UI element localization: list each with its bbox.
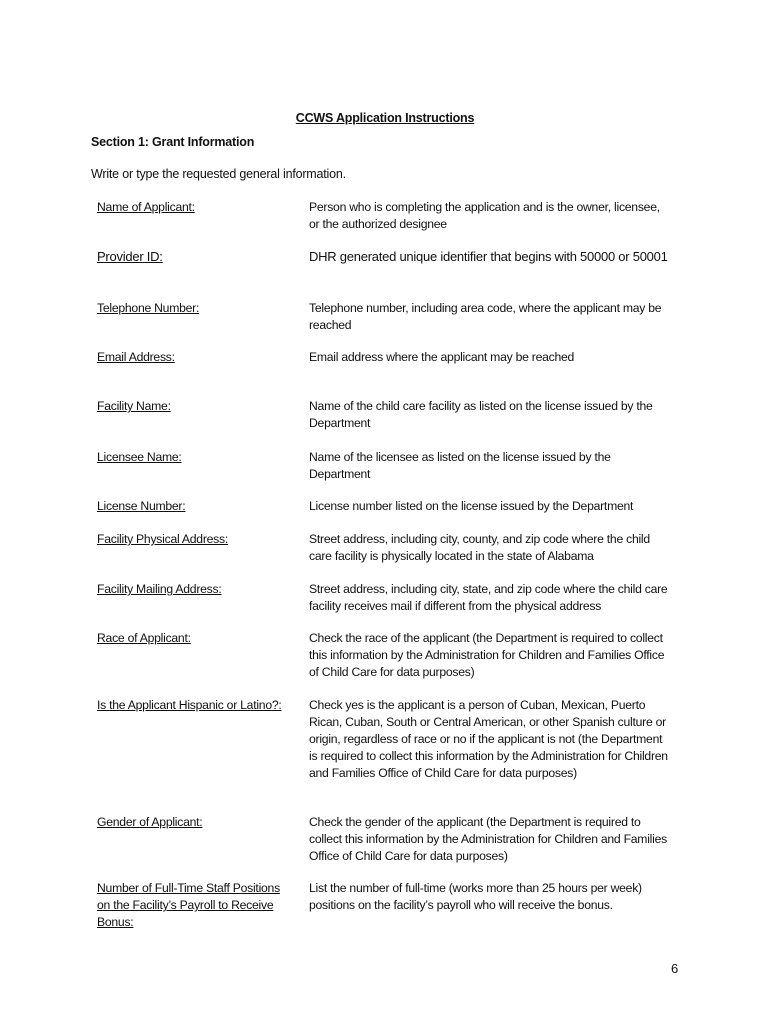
field-description: Name of the child care facility as listed on the license issued by the Department: [309, 399, 653, 430]
field-description: Person who is completing the application and is the owner, licensee, or the authorized designee: [309, 200, 660, 231]
field-term: Gender of Applicant:: [97, 815, 203, 829]
field-description: Check the gender of the applicant (the Department is required to collect this information by the Administration for Children and Families Office of Child Care for data purposes): [309, 815, 667, 863]
field-description: Street address, including city, state, and zip code where the child care facility receives mail if different from the physical address: [309, 582, 668, 613]
field-description: DHR generated unique identifier that begins with 50000 or 50001: [309, 249, 668, 264]
intro-text: Write or type the requested general information.: [91, 167, 346, 181]
field-term: Telephone Number:: [97, 301, 200, 315]
field-term: Email Address:: [97, 350, 175, 364]
field-description: Email address where the applicant may be reached: [309, 350, 575, 364]
field-term: Provider ID:: [97, 249, 163, 264]
page-number: 6: [671, 961, 679, 976]
field-term: Licensee Name:: [97, 450, 182, 464]
field-term: Facility Mailing Address:: [97, 582, 222, 596]
document-title: CCWS Application Instructions: [295, 111, 475, 125]
field-description: Check yes is the applicant is a person of Cuban, Mexican, Puerto Rican, Cuban, South or Central American, or other Spanish culture or origin, regardless of race or no if the applicant is not (the Department is required to collect this information by the Administration for Children and Families Office of Child Care for data purposes): [309, 698, 668, 780]
field-description: Check the race of the applicant (the Department is required to collect this information by the Administration for Children and Families Office of Child Care for data purposes): [309, 631, 665, 679]
field-description: Street address, including city, county, and zip code where the child care facility is physically located in the state of Alabama: [309, 532, 650, 563]
field-description: License number listed on the license issued by the Department: [309, 499, 634, 513]
field-description: Telephone number, including area code, where the applicant may be reached: [309, 301, 662, 332]
field-term: Facility Name:: [97, 399, 171, 413]
field-term: License Number:: [97, 499, 186, 513]
field-term: Race of Applicant:: [97, 631, 191, 645]
field-description: List the number of full-time (works more than 25 hours per week) positions on the facility’s payroll who will receive the bonus.: [309, 881, 642, 912]
section-heading: Section 1: Grant Information: [91, 135, 255, 149]
field-term: Facility Physical Address:: [97, 532, 228, 546]
field-term: Number of Full-Time Staff Positions on the Facility’s Payroll to Receive Bonus:: [97, 881, 280, 929]
field-term: Name of Applicant:: [97, 200, 195, 214]
field-term: Is the Applicant Hispanic or Latino?:: [97, 698, 282, 712]
field-description: Name of the licensee as listed on the license issued by the Department: [309, 450, 611, 481]
